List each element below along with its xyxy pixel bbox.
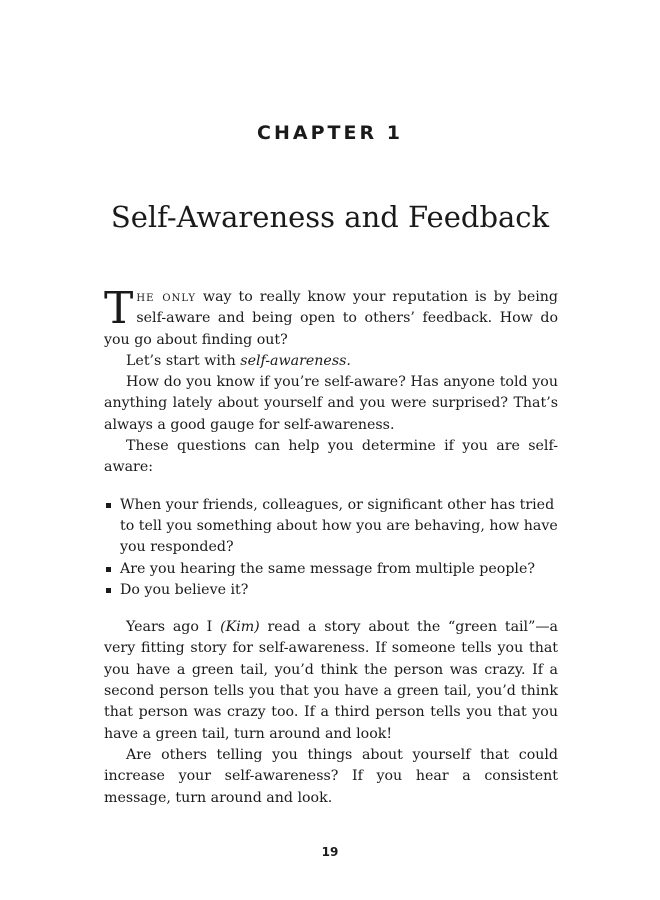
small-caps-lead: he only: [136, 289, 196, 305]
italic-term: self-awareness.: [240, 352, 351, 369]
body-text: [104, 283, 558, 809]
list-item: [104, 495, 558, 559]
chapter-label: CHAPTER 1: [257, 122, 403, 144]
paragraph-questions: How do you know if you’re self-aware? Has anyone told you anything lately about yourself and you were surprised? That’s always a good gauge for self-awareness.: [104, 374, 558, 433]
paragraph-lead-text: Years ago I: [126, 619, 221, 636]
spacer: [104, 479, 558, 495]
list-item-text: Are you hearing the same message from multiple people?: [120, 560, 535, 577]
paragraph-story-text: read a story about the “green tail”—a very fitting story for self-awareness. If someone tells you that you have a green tail, you’d think the person was crazy. If a second person tells you that you have a green tail, you’d think that person was crazy too. If a third person tells you that you have a green tail, turn around and look!: [104, 619, 558, 742]
list-item: [104, 580, 558, 601]
paragraph-self-awareness: [104, 351, 558, 372]
page-number: 19: [321, 845, 339, 859]
italic-name: (Kim): [220, 619, 260, 636]
list-item-text: Do you believe it?: [120, 581, 249, 598]
paragraph-green-tail: [104, 617, 558, 745]
list-item: [104, 559, 558, 580]
chapter-title: Self-Awareness and Feedback: [110, 200, 550, 234]
paragraph-intro: [104, 283, 558, 351]
spacer: [104, 601, 558, 617]
bullet-list: [104, 495, 558, 601]
paragraph-closing: Are others telling you things about yourself that could increase your self-awareness? If you hear a consistent message, turn around and look.: [104, 746, 558, 806]
drop-cap: T: [104, 283, 134, 334]
bullet-icon: [106, 503, 111, 508]
paragraph-lead-text: Let’s start with: [126, 352, 241, 369]
bullet-icon: [106, 567, 111, 572]
bullet-icon: [106, 588, 111, 593]
paragraph-list-intro: These questions can help you determine if you are self-aware:: [104, 438, 558, 476]
list-item-text: When your friends, colleagues, or significant other has tried to tell you something about how you are behaving, how have you responded?: [120, 496, 558, 556]
paragraph-intro-text: way to really know your reputation is by being self-aware and being open to others’ feedback. How do you go about finding out?: [104, 289, 558, 348]
